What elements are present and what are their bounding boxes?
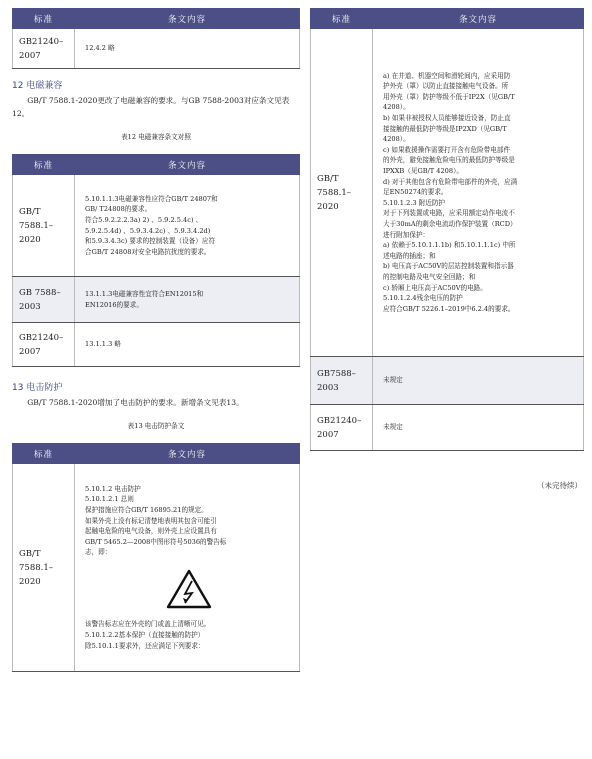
- high-voltage-warning-icon: [85, 568, 293, 614]
- section-13-title: 13 电击防护: [12, 383, 63, 393]
- header-content: 条文内容: [75, 155, 300, 175]
- table-header: [13, 444, 300, 464]
- content-line: IPXXB（见GB/T 4208）。: [383, 167, 463, 176]
- standard-cell: [13, 277, 75, 323]
- table-header: [311, 9, 584, 29]
- standard-line: 2007: [19, 346, 41, 357]
- table-12: [12, 154, 300, 367]
- standard-cell: [311, 357, 373, 405]
- content-cell: [75, 464, 300, 672]
- table-row: [13, 464, 300, 672]
- table-row: [13, 29, 300, 69]
- standard-line: GB21240–: [19, 332, 64, 343]
- standard-line: GB/T: [19, 548, 41, 559]
- content-cell: [75, 277, 300, 323]
- header-content: 条文内容: [373, 9, 584, 29]
- table-row: [311, 357, 584, 405]
- table-13-caption: 表13 电击防护条文: [127, 422, 185, 430]
- table-13-continued: [310, 8, 584, 451]
- content-line: 该警告标志应在外壳的门或盖上清晰可见。: [85, 620, 211, 629]
- content-line: 合GB/T 24808对安全电路抗扰度的要求。: [85, 247, 211, 256]
- content-line: 12.4.2 略: [85, 44, 115, 53]
- content-line: 的控制电路及电气安全回路；和: [383, 272, 476, 281]
- section-12-paragraph: GB/T 7588.1-2020更改了电磁兼容的要求。与GB 7588-2003对应条文见表12。: [12, 96, 290, 118]
- standard-cell: [13, 323, 75, 367]
- left-column: [12, 8, 300, 672]
- to-be-continued-note: （未完待续）: [537, 481, 582, 490]
- table-13: [12, 443, 300, 672]
- content-line: 4208）。: [383, 135, 410, 144]
- content-line: GB/ T24808的要求。: [85, 205, 152, 214]
- content-line: 5.10.1.1.3电磁兼容性应符合GB/T 24807和: [85, 194, 218, 203]
- content-line: 用外壳（罩）防护等级不低于IP2X（见GB/T: [383, 92, 515, 101]
- standard-line: 7588.1–: [19, 220, 53, 231]
- content-line: 对于下列装置或电路，应采用额定动作电流不: [383, 209, 515, 218]
- content-line: 应符合GB/T 5226.1–2019中6.2.4的要求。: [383, 304, 515, 313]
- content-cell: [75, 175, 300, 277]
- content-line: EN12016的要求。: [85, 300, 143, 309]
- standard-line: 2007: [317, 429, 339, 440]
- table-row: [13, 277, 300, 323]
- content-line: 护外壳（罩）以防止直接接触电气设备。所: [383, 82, 509, 91]
- standard-line: 2003: [19, 301, 41, 312]
- content-line: 5.10.1.2 电击防护: [85, 484, 141, 493]
- standard-line: 2020: [19, 234, 41, 245]
- content-line: d) 对于其他包含有危险带电部件的外壳，应满: [383, 177, 518, 186]
- standard-line: 2020: [317, 201, 339, 212]
- standard-line: GB7588–: [317, 368, 356, 379]
- standard-line: 7588.1–: [317, 187, 351, 198]
- table-header: [13, 9, 300, 29]
- content-cell: [75, 323, 300, 367]
- header-standard: 标准: [13, 444, 75, 464]
- table-header: [13, 155, 300, 175]
- content-line: a) 在井道、机器空间和滑轮间内，应采用防: [383, 71, 511, 80]
- content-cell: [75, 29, 300, 69]
- content-cell: [373, 29, 584, 357]
- content-line: 13.1.1.3电磁兼容性宜符合EN12015和: [85, 289, 204, 298]
- content-line: 保护措施应符合GB/T 16895.21的规定。: [85, 505, 208, 514]
- standard-cell: [13, 29, 75, 69]
- content-line: GB/T 5465.2—2008中图形符号5036的警告标: [85, 537, 227, 546]
- content-line: 和5.9.3.4.3c) 要求的控制装置（设备）应符: [85, 237, 216, 246]
- content-line: 接接触的最低防护等级是IP2XD（见GB/T: [383, 124, 507, 133]
- standard-line: GB/T: [317, 173, 339, 184]
- content-line: 进行附加保护：: [383, 230, 430, 239]
- content-line: 未规定: [383, 423, 403, 432]
- standard-cell: [311, 405, 373, 451]
- standard-line: 7588.1–: [19, 562, 53, 573]
- content-line: 5.10.1.2.3 附近防护: [383, 198, 446, 207]
- content-line: 足EN50274的要求。: [383, 188, 448, 197]
- content-line: c) 轿厢上电压高于AC50V的电路。: [383, 283, 487, 292]
- header-content: 条文内容: [75, 9, 300, 29]
- content-line: 大于30mA的剩余电流动作保护装置（RCD）: [383, 219, 517, 228]
- content-line: b) 电压高于AC50V的层站控制装置和指示器: [383, 262, 514, 271]
- content-line: b) 如果非被授权人员能够接近设备，防止直: [383, 114, 511, 123]
- table-row: [13, 323, 300, 367]
- content-line: 4208）。: [383, 103, 410, 112]
- standard-line: GB/T: [19, 206, 41, 217]
- header-standard: 标准: [311, 9, 373, 29]
- standard-cell: [311, 29, 373, 357]
- content-cell: [373, 405, 584, 451]
- standard-line: GB21240–: [317, 415, 362, 426]
- standard-line: GB21240–: [19, 36, 64, 47]
- right-column: [310, 8, 584, 451]
- section-12-title: 12 电磁兼容: [12, 81, 63, 91]
- content-cell: [373, 357, 584, 405]
- content-line: 除5.10.1.1要求外，还应满足下列要求：: [85, 641, 205, 650]
- table-top: [12, 8, 300, 69]
- section-13-paragraph: GB/T 7588.1-2020增加了电击防护的要求。新增条文见表13。: [27, 398, 244, 407]
- content-line: 述电路的插座；和: [383, 251, 436, 260]
- header-content: 条文内容: [75, 444, 300, 464]
- content-line: 的外壳，避免接触危险电压的最低防护等级是: [383, 156, 515, 165]
- header-standard: 标准: [13, 155, 75, 175]
- table-row: [311, 29, 584, 357]
- content-line: a) 依赖于5.10.1.1.1b) 和5.10.1.1.1c) 中所: [383, 241, 516, 250]
- standard-line: 2007: [19, 50, 41, 61]
- content-line: 13.1.1.3 略: [85, 340, 121, 349]
- standard-line: 2020: [19, 576, 41, 587]
- standard-line: 2003: [317, 382, 339, 393]
- content-line: 如果外壳上没有标记清楚地表明其包含可能引: [85, 516, 217, 525]
- header-standard: 标准: [13, 9, 75, 29]
- content-line: 未规定: [383, 376, 403, 385]
- content-line: 5.10.1.2.2基本保护（直接接触的防护）: [85, 631, 205, 640]
- table-row: [311, 405, 584, 451]
- table-row: [13, 175, 300, 277]
- content-line: 5.10.1.2.4残余电压的防护: [383, 294, 463, 303]
- content-line: 志，即：: [85, 548, 112, 557]
- content-line: 5.9.2.5.4d) 、5.9.3.4.2c) 、5.9.3.4.2d): [85, 226, 211, 235]
- standard-line: GB 7588–: [19, 287, 61, 298]
- standard-cell: [13, 464, 75, 672]
- content-line: c) 如果救援操作需要打开含有危险带电部件: [383, 145, 511, 154]
- table-12-caption: 表12 电磁兼容条文对照: [121, 133, 191, 141]
- standard-cell: [13, 175, 75, 277]
- content-line: 起触电危险的电气设备，则外壳上应设置具有: [85, 527, 217, 536]
- content-line: 5.10.1.2.1 总则: [85, 495, 134, 504]
- content-line: 符合5.9.2.2.2.3a) 2) 、5.9.2.5.4c) 、: [85, 215, 203, 224]
